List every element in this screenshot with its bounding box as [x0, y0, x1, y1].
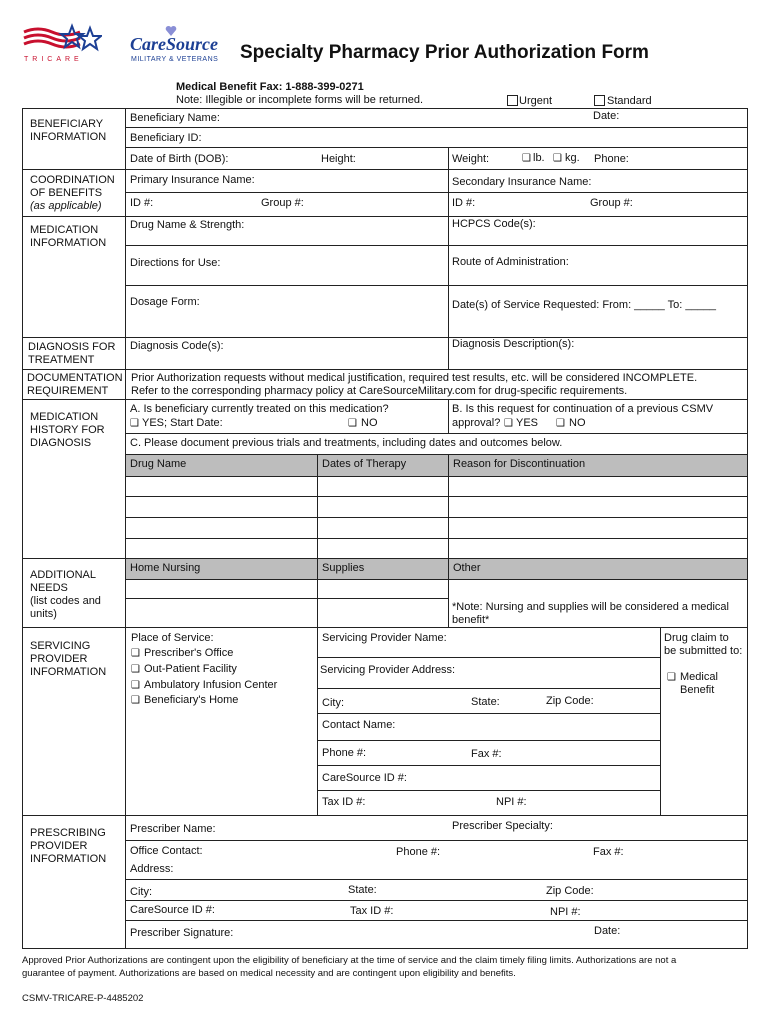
urgent-label: Urgent	[519, 95, 553, 107]
frame-right	[747, 108, 748, 949]
label-column-divider	[125, 108, 126, 949]
prescriber-phone-field[interactable]: Phone #:	[396, 846, 441, 858]
secondary-group-field[interactable]: Group #:	[590, 197, 633, 209]
prescriber-npi-field[interactable]: NPI #:	[550, 906, 581, 918]
place-ambulatory-checkbox[interactable]: ❑	[131, 680, 140, 691]
section-history: MEDICATION HISTORY FOR DIAGNOSIS	[30, 411, 105, 449]
medical-benefit-label: Medical Benefit	[680, 671, 718, 696]
standard-checkbox[interactable]	[594, 95, 605, 106]
question-c: C. Please document previous trials and treatments, including dates and outcomes below.	[130, 437, 563, 449]
additional-col-supplies: Supplies	[322, 562, 365, 574]
drug-name-field[interactable]: Drug Name & Strength:	[130, 219, 245, 231]
servicing-zip-field[interactable]: Zip Code:	[546, 695, 594, 707]
place-home-checkbox[interactable]: ❑	[131, 695, 140, 706]
documentation-line-2: Refer to the corresponding pharmacy policy at CareSourceMilitary.com for drug-specific requirements.	[131, 385, 628, 397]
rule	[125, 879, 747, 880]
servicing-state-field[interactable]: State:	[471, 696, 500, 708]
tricare-logo	[22, 22, 102, 68]
frame-left	[22, 108, 23, 949]
place-outpatient-label: Out-Patient Facility	[144, 663, 237, 675]
diagnosis-codes-field[interactable]: Diagnosis Code(s):	[130, 340, 224, 352]
rule	[660, 627, 661, 815]
section-diagnosis: DIAGNOSIS FOR TREATMENT	[28, 341, 116, 366]
caresource-logo: CareSource	[130, 34, 219, 54]
primary-group-field[interactable]: Group #:	[261, 197, 304, 209]
section-rule	[22, 399, 747, 400]
weight-field[interactable]: Weight:	[452, 153, 490, 165]
prescriber-signature-field[interactable]: Prescriber Signature:	[130, 927, 234, 939]
prescriber-state-field[interactable]: State:	[348, 884, 377, 896]
currently-treated-yes-checkbox[interactable]: ❑	[130, 418, 139, 429]
rule	[125, 192, 747, 193]
place-ambulatory-label: Ambulatory Infusion Center	[144, 679, 278, 691]
form-title: Specialty Pharmacy Prior Authorization Form	[240, 42, 649, 63]
currently-treated-no-checkbox[interactable]: ❑	[348, 418, 357, 429]
rule	[448, 216, 449, 337]
servicing-city-field[interactable]: City:	[322, 697, 344, 709]
documentation-line-1: Prior Authorization requests without medical justification, required test results, etc. will be considered INCOMPLETE.	[131, 372, 698, 384]
rule	[317, 790, 660, 791]
secondary-id-field[interactable]: ID #:	[452, 197, 476, 209]
additional-col-nursing: Home Nursing	[130, 562, 201, 574]
nursing-supplies-note: *Note: Nursing and supplies will be considered a medical benefit*	[452, 601, 729, 626]
prescriber-fax-field[interactable]: Fax #:	[593, 846, 624, 858]
caresource-subtitle: MILITARY & VETERANS	[131, 56, 219, 63]
prescriber-name-field[interactable]: Prescriber Name:	[130, 823, 216, 835]
place-prescriber-office-checkbox[interactable]: ❑	[131, 648, 140, 659]
servicing-phone-field[interactable]: Phone #:	[322, 747, 367, 759]
section-beneficiary: BENEFICIARY INFORMATION	[30, 118, 107, 143]
currently-treated-no-label: NO	[361, 417, 378, 429]
section-servicing: SERVICING PROVIDER INFORMATION	[30, 640, 107, 678]
kg-label: kg.	[565, 152, 580, 164]
beneficiary-id-field[interactable]: Beneficiary ID:	[130, 132, 202, 144]
prescriber-address-field[interactable]: Address:	[130, 863, 174, 875]
urgent-checkbox[interactable]	[507, 95, 518, 106]
rule	[317, 740, 660, 741]
continuation-no-checkbox[interactable]: ❑	[556, 418, 565, 429]
frame-top	[22, 108, 747, 109]
disclaimer-line-2: guarantee of payment. Authorizations are based on medical necessity and are contingent upon eligibility and benefits.	[22, 968, 516, 979]
servicing-tax-id-field[interactable]: Tax ID #:	[322, 796, 366, 808]
medical-benefit-checkbox[interactable]: ❑	[667, 672, 676, 683]
lb-label: lb.	[533, 152, 545, 164]
form-code: CSMV-TRICARE-P-4485202	[22, 993, 144, 1004]
lb-checkbox[interactable]: ❑	[522, 153, 531, 164]
drug-claim-label: Drug claim to be submitted to:	[664, 632, 743, 657]
kg-checkbox[interactable]: ❑	[553, 153, 562, 164]
section-rule	[22, 216, 747, 217]
section-medication: MEDICATION INFORMATION	[30, 224, 107, 249]
additional-col-other: Other	[453, 562, 481, 574]
rule	[125, 579, 747, 580]
table-row[interactable]	[125, 476, 747, 477]
note-line: Note: Illegible or incomplete forms will be returned.	[176, 94, 424, 106]
prescriber-specialty-field[interactable]: Prescriber Specialty:	[452, 820, 553, 832]
rule	[317, 454, 318, 558]
frame-bottom	[22, 948, 747, 949]
servicing-fax-field[interactable]: Fax #:	[471, 748, 502, 760]
prescriber-office-contact-field[interactable]: Office Contact:	[130, 845, 203, 857]
question-a: A. Is beneficiary currently treated on this medication?	[130, 403, 389, 415]
header-date-field[interactable]: Date:	[593, 110, 620, 122]
place-prescriber-office-label: Prescriber's Office	[144, 647, 234, 659]
rule	[448, 399, 449, 433]
rule	[317, 558, 318, 627]
rule	[125, 433, 747, 434]
primary-insurance-field[interactable]: Primary Insurance Name:	[130, 174, 255, 186]
rule	[448, 454, 449, 558]
servicing-npi-field[interactable]: NPI #:	[496, 796, 527, 808]
dob-field[interactable]: Date of Birth (DOB):	[130, 153, 229, 165]
servicing-provider-name-field[interactable]: Servicing Provider Name:	[322, 632, 447, 644]
rule	[125, 840, 747, 841]
rule	[317, 627, 318, 815]
beneficiary-name-field[interactable]: Beneficiary Name:	[130, 112, 220, 124]
rule	[125, 245, 747, 246]
table-row[interactable]	[125, 538, 747, 539]
place-outpatient-checkbox[interactable]: ❑	[131, 664, 140, 675]
disclaimer-line-1: Approved Prior Authorizations are contingent upon the eligibility of beneficiary at the time of service and the claim timely filing limits. Authorizations are not a	[22, 955, 677, 966]
fax-line: Medical Benefit Fax: 1-888-399-0271	[176, 81, 364, 93]
height-field[interactable]: Height:	[321, 153, 356, 165]
tricare-wordmark: TRICARE	[24, 56, 83, 63]
rule	[317, 765, 660, 766]
continuation-no-label: NO	[569, 417, 586, 429]
hcpcs-field[interactable]: HCPCS Code(s):	[452, 218, 536, 230]
prescriber-tax-id-field[interactable]: Tax ID #:	[350, 905, 394, 917]
continuation-yes-checkbox[interactable]: ❑	[504, 418, 513, 429]
diagnosis-description-field[interactable]: Diagnosis Description(s):	[452, 338, 575, 350]
question-b-line-2: approval?	[452, 417, 501, 429]
additional-table-header	[126, 559, 747, 579]
section-rule	[22, 815, 747, 816]
table-row[interactable]	[125, 598, 448, 599]
section-rule	[22, 337, 747, 338]
section-prescriber: PRESCRIBING PROVIDER INFORMATION	[30, 827, 107, 865]
question-b-line-1: B. Is this request for continuation of a previous CSMV	[452, 403, 714, 415]
servicing-contact-field[interactable]: Contact Name:	[322, 719, 396, 731]
phone-field[interactable]: Phone:	[594, 153, 629, 165]
rule	[317, 688, 660, 689]
section-rule	[22, 169, 747, 170]
rule	[125, 127, 747, 128]
rule	[125, 454, 747, 455]
rule	[317, 713, 660, 714]
rule	[125, 920, 747, 921]
section-additional: ADDITIONAL NEEDS (list codes and units)	[30, 569, 101, 620]
directions-field[interactable]: Directions for Use:	[130, 257, 221, 269]
section-rule	[22, 627, 747, 628]
dosage-form-field[interactable]: Dosage Form:	[130, 296, 200, 308]
primary-id-field[interactable]: ID #:	[130, 197, 154, 209]
servicing-provider-address-field[interactable]: Servicing Provider Address:	[320, 664, 456, 676]
rule	[448, 337, 449, 369]
table-row[interactable]	[125, 496, 747, 497]
secondary-insurance-field[interactable]: Secondary Insurance Name:	[452, 176, 592, 188]
history-table-header	[126, 455, 747, 476]
place-home-label: Beneficiary's Home	[144, 694, 239, 706]
section-rule	[22, 369, 747, 370]
route-field[interactable]: Route of Administration:	[452, 256, 569, 268]
prescriber-date-field[interactable]: Date:	[594, 925, 621, 937]
rule	[448, 147, 449, 169]
standard-label: Standard	[607, 95, 652, 107]
rule	[317, 657, 660, 658]
table-row[interactable]	[125, 517, 747, 518]
history-col-dates: Dates of Therapy	[322, 458, 407, 470]
section-coordination-note: (as applicable)	[30, 200, 102, 212]
history-col-drug-name: Drug Name	[130, 458, 187, 470]
rule	[448, 558, 449, 627]
rule	[125, 900, 747, 901]
prescriber-zip-field[interactable]: Zip Code:	[546, 885, 594, 897]
yes-start-date-field[interactable]: YES; Start Date:	[142, 417, 223, 429]
rule	[125, 285, 747, 286]
tricare-flag-icon	[22, 22, 102, 56]
history-col-reason: Reason for Discontinuation	[453, 458, 586, 470]
service-dates-field[interactable]: Date(s) of Service Requested: From: _____ To: _____	[452, 299, 716, 311]
servicing-caresource-id-field[interactable]: CareSource ID #:	[322, 772, 407, 784]
prescriber-city-field[interactable]: City:	[130, 886, 152, 898]
prescriber-caresource-id-field[interactable]: CareSource ID #:	[130, 904, 215, 916]
continuation-yes-label: YES	[516, 417, 539, 429]
section-coordination: COORDINATION OF BENEFITS	[30, 174, 115, 199]
rule	[125, 147, 747, 148]
place-of-service-label: Place of Service:	[131, 632, 214, 644]
section-documentation: DOCUMENTATION REQUIREMENT	[27, 372, 123, 397]
